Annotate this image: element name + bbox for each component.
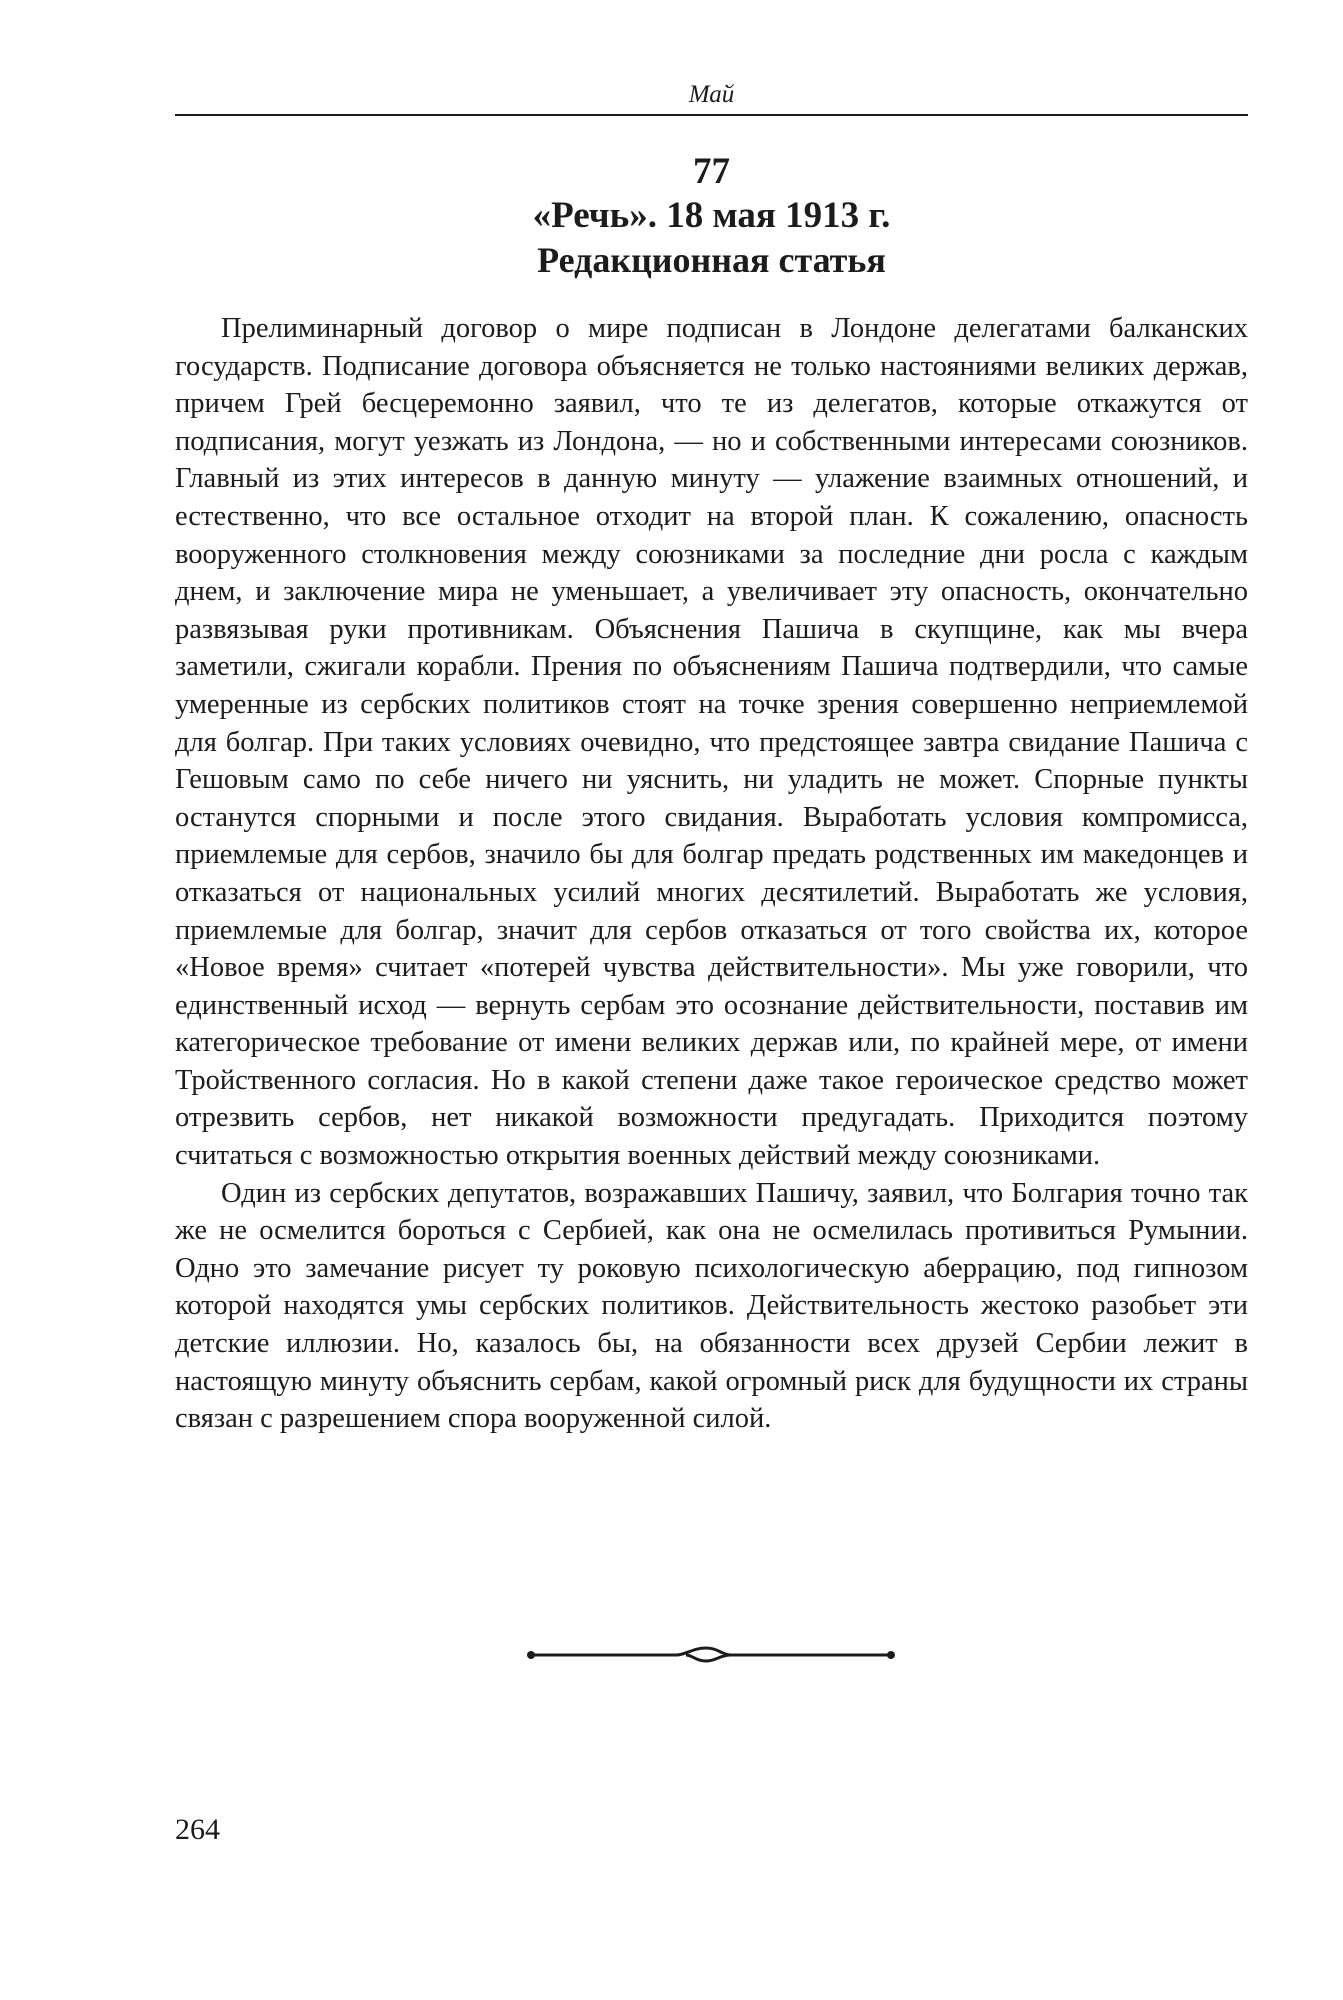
document-subtitle: Редакционная статья (537, 240, 886, 280)
paragraph-2: Один из сербских депутатов, возражавших Пашичу, заявил, что Болгария точно так же не осмелится бороться с Сербией, как она не осмелилась противиться Румынии. Одно это замечание рисует ту роковую психологическую аберрацию, под гипнозом которой находятся умы сербских политиков. Действительность жестоко разобьет эти детские иллюзии. Но, казалось бы, на обязанности всех друзей Сербии лежит в настоящую минуту объяснить сербам, какой огромный риск для будущности их страны связан с разрешением спора вооруженной силой. (175, 1177, 1248, 1435)
header-rule (175, 114, 1248, 116)
document-number: 77 (693, 151, 730, 192)
running-head: Май (688, 81, 735, 108)
paragraph-1: Прелиминарный договор о мире подписан в Лондоне делегатами балканских государств. Подписание договора объясняется не только настояниями великих держав, причем Грей бесцеремонно заявил, что те из делегатов, которые откажутся от подписания, могут уезжать из Лондона, — но и собственными интересами союзников. Главный из этих интересов в данную минуту — улажение взаимных отношений, и естественно, что все остальное отходит на второй план. К сожалению, опасность вооруженного столкновения между союзниками за последние дни росла с каждым днем, и заключение мира не уменьшает, а увеличивает эту опасность, окончательно развязывая руки противникам. Объяснения Пашича в скупщине, как мы вчера заметили, сжигали корабли. Прения по объяснениям Пашича подтвердили, что самые умеренные из сербских политиков стоят на точке зрения совершенно неприемлемой для болгар. При таких условиях очевидно, что предстоящее завтра свидание Пашича с Гешовым само по себе ничего ни уяснить, ни уладить не может. Спорные пункты останутся спорными и после этого свидания. Выработать условия компромисса, приемлемые для сербов, значило бы для болгар предать родственных им македонцев и отказаться от национальных усилий многих десятилетий. Выработать же условия, приемлемые для болгар, значит для сербов отказаться от того свойства их, которое «Новое время» считает «потерей чувства действительности». Мы уже говорили, что единственный исход — вернуть сербам это осознание действительности, поставив им категорическое требование от имени великих держав или, по крайней мере, от имени Тройственного согласия. Но в какой степени даже такое героическое средство может отрезвить сербов, нет никакой возможности предугадать. Приходится поэтому считаться с возможностью открытия военных действий между союзниками. (175, 313, 1248, 1172)
ornament-divider-icon (526, 1640, 896, 1670)
title-block (175, 150, 1248, 282)
page-number: 264 (175, 1813, 220, 1846)
article-body (175, 310, 1248, 1438)
document-title: «Речь». 18 мая 1913 г. (532, 195, 891, 236)
